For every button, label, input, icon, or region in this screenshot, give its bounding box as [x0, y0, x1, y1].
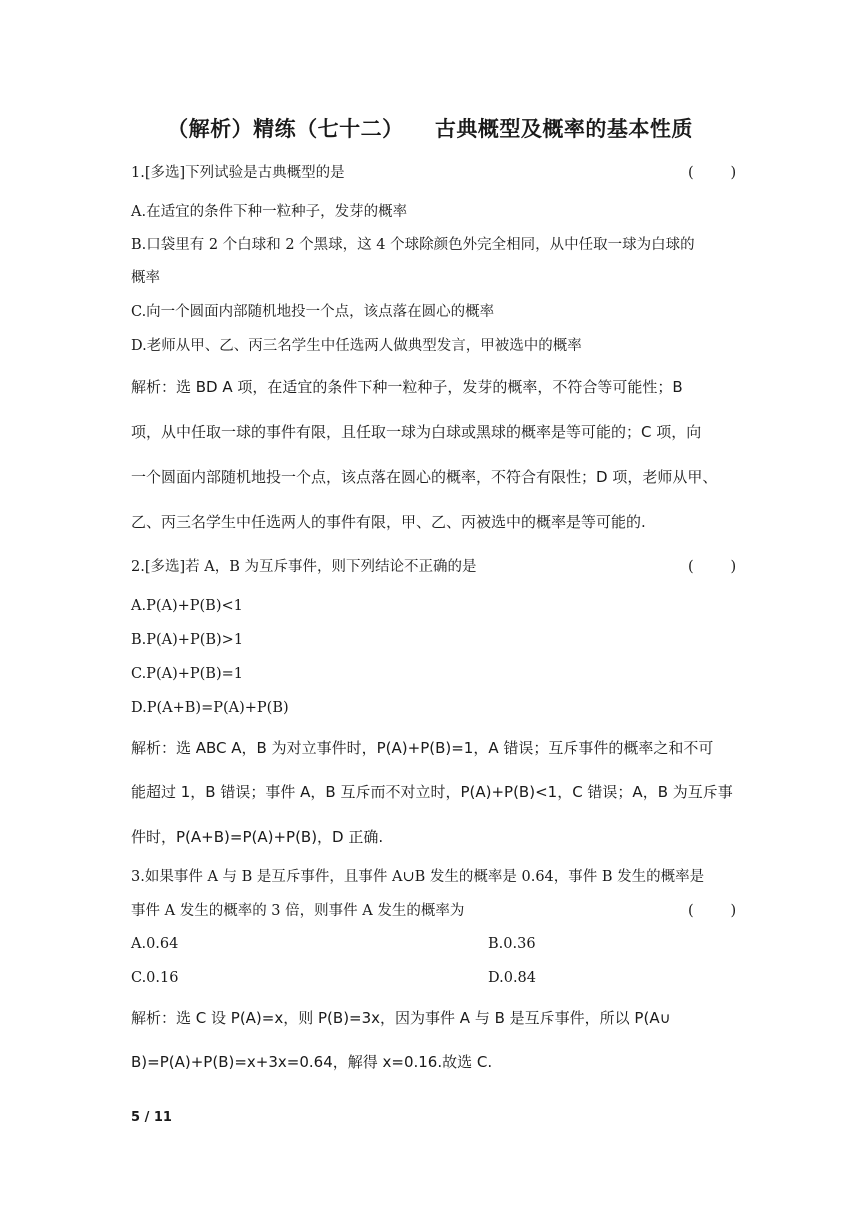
- q3-option-a: A.0.64: [131, 936, 179, 952]
- q3-option-c: C.0.16: [131, 970, 179, 986]
- q1-option-a: A.在适宜的条件下种一粒种子，发芽的概率: [131, 204, 408, 220]
- q3-solution-line1: 解析：选 C 设 P(A)=x，则 P(B)=3x，因为事件 A 与 B 是互斥事件，所以 P(A∪: [131, 1009, 671, 1027]
- q3-stem-line2: 事件 A 发生的概率的 3 倍，则事件 A 发生的概率为: [131, 903, 465, 919]
- q2-solution-line1: 解析：选 ABC A，B 为对立事件时，P(A)+P(B)=1，A 错误；互斥事件的概率之和不可: [131, 739, 714, 757]
- q3-answer-blank: ( ): [688, 903, 737, 919]
- q2-solution-line3: 件时，P(A+B)=P(A)+P(B)，D 正确.: [131, 828, 384, 846]
- q1-stem: 1.[多选]下列试验是古典概型的是: [131, 165, 345, 181]
- q2-option-d: D.P(A+B)=P(A)+P(B): [131, 700, 289, 716]
- q1-solution-line3: 一个圆面内部随机地投一个点，该点落在圆心的概率，不符合有限性；D 项，老师从甲、: [131, 468, 718, 486]
- page-number: 5 / 11: [131, 1110, 172, 1125]
- q2-answer-blank: ( ): [688, 559, 737, 575]
- q2-stem: 2.[多选]若 A，B 为互斥事件，则下列结论不正确的是: [131, 559, 477, 575]
- q3-solution-line2: B)=P(A)+P(B)=x+3x=0.64，解得 x=0.16.故选 C.: [131, 1053, 493, 1071]
- q1-option-b-line2: 概率: [131, 270, 160, 286]
- q1-option-c: C.向一个圆面内部随机地投一个点，该点落在圆心的概率: [131, 304, 495, 320]
- q1-solution-line2: 项，从中任取一球的事件有限，且任取一球为白球或黑球的概率是等可能的；C 项，向: [131, 423, 702, 441]
- q3-option-d: D.0.84: [488, 970, 537, 986]
- q1-option-b-line1: B.口袋里有 2 个白球和 2 个黑球，这 4 个球除颜色外完全相同，从中任取一球为白球的: [131, 237, 695, 253]
- q2-option-b: B.P(A)+P(B)>1: [131, 632, 244, 648]
- q2-solution-line2: 能超过 1，B 错误；事件 A，B 互斥而不对立时，P(A)+P(B)<1，C 错误；A，B 为互斥事: [131, 783, 733, 801]
- q1-answer-blank: ( ): [688, 165, 737, 181]
- q2-option-a: A.P(A)+P(B)<1: [131, 598, 243, 614]
- q1-solution-line4: 乙、丙三名学生中任选两人的事件有限，甲、乙、丙被选中的概率是等可能的.: [131, 513, 646, 531]
- q3-option-b: B.0.36: [488, 936, 536, 952]
- q3-stem-line1: 3.如果事件 A 与 B 是互斥事件，且事件 A∪B 发生的概率是 0.64，事件 B 发生的概率是: [131, 869, 705, 885]
- q1-option-d: D.老师从甲、乙、丙三名学生中任选两人做典型发言，甲被选中的概率: [131, 338, 582, 354]
- page-title: （解析）精练（七十二） 古典概型及概率的基本性质: [167, 117, 693, 141]
- q1-solution-line1: 解析：选 BD A 项，在适宜的条件下种一粒种子，发芽的概率，不符合等可能性；B: [131, 378, 683, 396]
- q2-option-c: C.P(A)+P(B)=1: [131, 666, 243, 682]
